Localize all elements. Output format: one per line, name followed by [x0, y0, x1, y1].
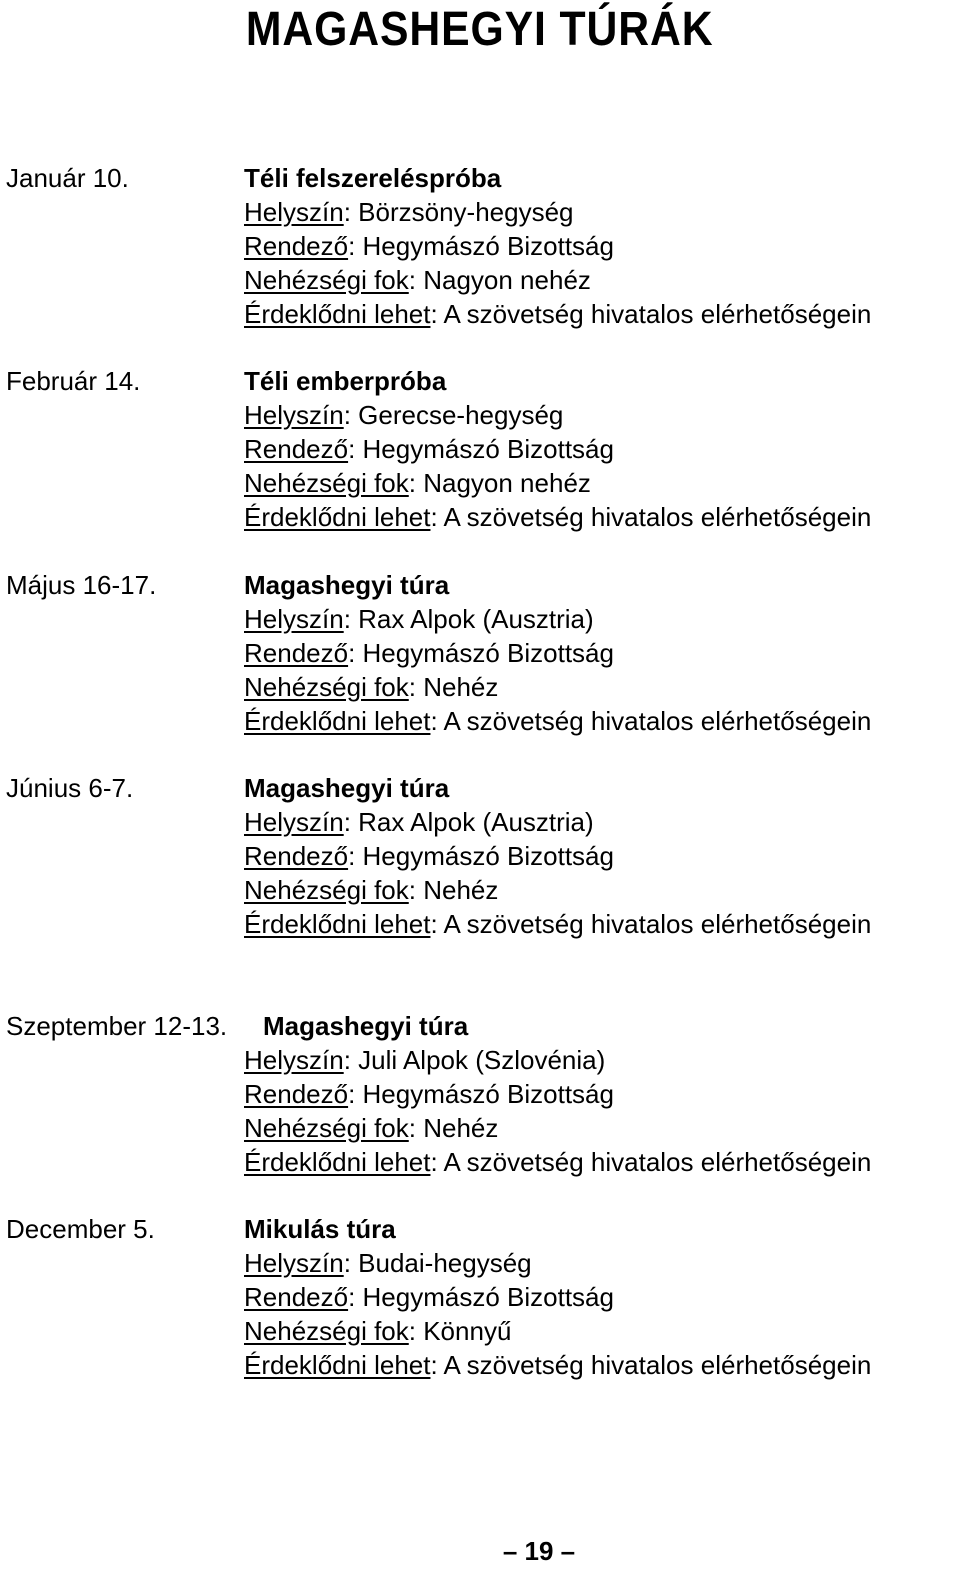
organizer-value: Hegymászó Bizottság	[362, 1282, 614, 1312]
organizer-line: Rendező: Hegymászó Bizottság	[244, 231, 614, 261]
inquiry-value: A szövetség hivatalos elérhetőségein	[443, 1147, 872, 1177]
inquiry-value: A szövetség hivatalos elérhetőségein	[443, 299, 872, 329]
event-name: Magashegyi túra	[244, 570, 450, 600]
event-date: Január 10.	[6, 163, 129, 193]
organizer-label: Rendező	[244, 231, 349, 261]
difficulty-label: Nehézségi fok	[244, 468, 409, 498]
inquiry-value: A szövetség hivatalos elérhetőségein	[443, 502, 872, 532]
difficulty-line: Nehézségi fok: Nehéz	[244, 1113, 499, 1143]
organizer-value: Hegymászó Bizottság	[362, 841, 614, 871]
difficulty-value: Könnyű	[423, 1316, 512, 1346]
inquiry-line: Érdeklődni lehet: A szövetség hivatalos elérhetőségein	[244, 1350, 872, 1380]
event-name: Téli emberpróba	[244, 366, 447, 396]
inquiry-label: Érdeklődni lehet	[244, 502, 431, 532]
event-date: Szeptember 12-13.	[6, 1011, 228, 1041]
location-value: Juli Alpok (Szlovénia)	[358, 1045, 606, 1075]
location-label: Helyszín	[244, 807, 344, 837]
difficulty-value: Nagyon nehéz	[423, 468, 591, 498]
inquiry-label: Érdeklődni lehet	[244, 1147, 431, 1177]
organizer-line: Rendező: Hegymászó Bizottság	[244, 1282, 614, 1312]
page-number: – 19 –	[502, 1536, 576, 1566]
organizer-label: Rendező	[244, 1282, 349, 1312]
difficulty-value: Nehéz	[423, 875, 499, 905]
organizer-value: Hegymászó Bizottság	[362, 1079, 614, 1109]
location-line: Helyszín: Budai-hegység	[244, 1248, 532, 1278]
inquiry-value: A szövetség hivatalos elérhetőségein	[443, 909, 872, 939]
event-date: Február 14.	[6, 366, 141, 396]
location-label: Helyszín	[244, 1248, 344, 1278]
difficulty-line: Nehézségi fok: Nehéz	[244, 875, 499, 905]
difficulty-label: Nehézségi fok	[244, 1316, 409, 1346]
organizer-label: Rendező	[244, 1079, 349, 1109]
inquiry-label: Érdeklődni lehet	[244, 1350, 431, 1380]
location-line: Helyszín: Gerecse-hegység	[244, 400, 564, 430]
organizer-label: Rendező	[244, 434, 349, 464]
difficulty-label: Nehézségi fok	[244, 672, 409, 702]
difficulty-value: Nehéz	[423, 1113, 499, 1143]
page-title: MAGASHEGYI TÚRÁK	[245, 3, 714, 56]
location-label: Helyszín	[244, 1045, 344, 1075]
organizer-line: Rendező: Hegymászó Bizottság	[244, 1079, 614, 1109]
location-line: Helyszín: Rax Alpok (Ausztria)	[244, 807, 594, 837]
inquiry-value: A szövetség hivatalos elérhetőségein	[443, 1350, 872, 1380]
difficulty-line: Nehézségi fok: Nehéz	[244, 672, 499, 702]
inquiry-line: Érdeklődni lehet: A szövetség hivatalos elérhetőségein	[244, 909, 872, 939]
location-label: Helyszín	[244, 197, 344, 227]
location-value: Rax Alpok (Ausztria)	[358, 604, 594, 634]
event-details	[244, 161, 960, 331]
inquiry-label: Érdeklődni lehet	[244, 299, 431, 329]
organizer-value: Hegymászó Bizottság	[362, 638, 614, 668]
inquiry-line: Érdeklődni lehet: A szövetség hivatalos elérhetőségein	[244, 706, 872, 736]
location-line: Helyszín: Börzsöny-hegység	[244, 197, 574, 227]
event-date: December 5.	[6, 1214, 155, 1244]
organizer-label: Rendező	[244, 638, 349, 668]
location-value: Rax Alpok (Ausztria)	[358, 807, 594, 837]
difficulty-value: Nehéz	[423, 672, 499, 702]
inquiry-line: Érdeklődni lehet: A szövetség hivatalos elérhetőségein	[244, 502, 872, 532]
organizer-line: Rendező: Hegymászó Bizottság	[244, 638, 614, 668]
event-name: Téli felszereléspróba	[244, 163, 502, 193]
location-label: Helyszín	[244, 604, 344, 634]
difficulty-line: Nehézségi fok: Nagyon nehéz	[244, 468, 591, 498]
organizer-line: Rendező: Hegymászó Bizottság	[244, 434, 614, 464]
event-date: Május 16-17.	[6, 570, 157, 600]
inquiry-line: Érdeklődni lehet: A szövetség hivatalos elérhetőségein	[244, 299, 872, 329]
difficulty-label: Nehézségi fok	[244, 1113, 409, 1143]
organizer-label: Rendező	[244, 841, 349, 871]
difficulty-label: Nehézségi fok	[244, 265, 409, 295]
inquiry-line: Érdeklődni lehet: A szövetség hivatalos elérhetőségein	[244, 1147, 872, 1177]
event-details	[244, 364, 960, 534]
organizer-value: Hegymászó Bizottság	[362, 231, 614, 261]
event-details	[244, 1212, 960, 1382]
event-date: Június 6-7.	[6, 773, 134, 803]
event-details	[244, 568, 960, 738]
location-line: Helyszín: Juli Alpok (Szlovénia)	[244, 1045, 606, 1075]
event-name: Magashegyi túra	[244, 773, 450, 803]
difficulty-label: Nehézségi fok	[244, 875, 409, 905]
difficulty-line: Nehézségi fok: Könnyű	[244, 1316, 512, 1346]
event-name: Mikulás túra	[244, 1214, 396, 1244]
organizer-value: Hegymászó Bizottság	[362, 434, 614, 464]
location-line: Helyszín: Rax Alpok (Ausztria)	[244, 604, 594, 634]
organizer-line: Rendező: Hegymászó Bizottság	[244, 841, 614, 871]
inquiry-value: A szövetség hivatalos elérhetőségein	[443, 706, 872, 736]
location-label: Helyszín	[244, 400, 344, 430]
inquiry-label: Érdeklődni lehet	[244, 706, 431, 736]
event-details	[244, 771, 960, 941]
location-value: Budai-hegység	[358, 1248, 532, 1278]
difficulty-value: Nagyon nehéz	[423, 265, 591, 295]
event-details	[244, 1043, 960, 1179]
location-value: Gerecse-hegység	[358, 400, 564, 430]
inquiry-label: Érdeklődni lehet	[244, 909, 431, 939]
location-value: Börzsöny-hegység	[358, 197, 574, 227]
event-name: Magashegyi túra	[263, 1011, 469, 1041]
difficulty-line: Nehézségi fok: Nagyon nehéz	[244, 265, 591, 295]
